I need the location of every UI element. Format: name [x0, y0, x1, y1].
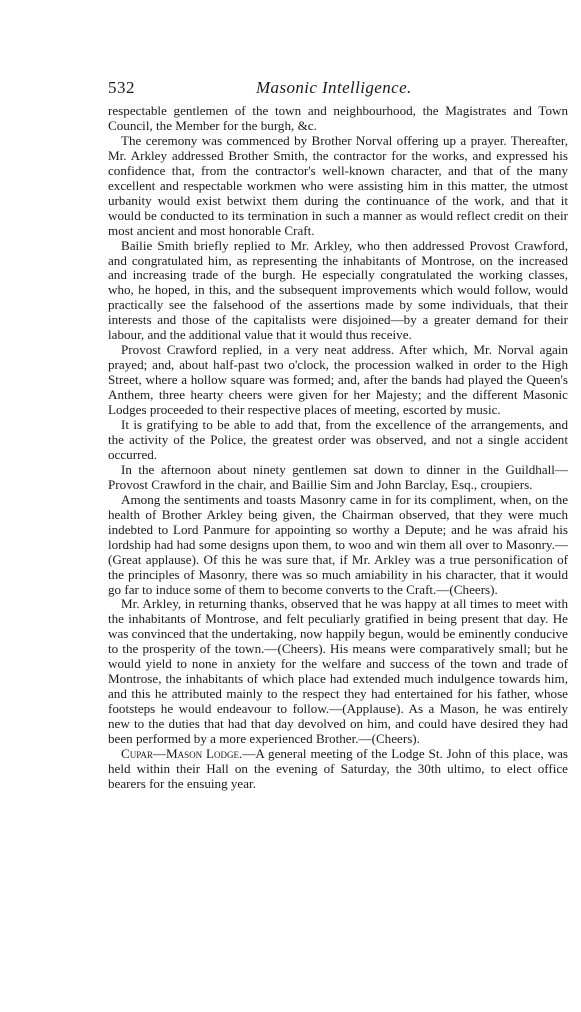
- article-body: [108, 104, 568, 792]
- paragraph-provost-reply: Provost Crawford replied, in a very neat address. After which, Mr. Norval again prayed; and, about half-past two o'clock, the procession walked in order to the High Street, where a hollow square was formed; and, after the bands had played the Queen's Anthem, three hearty cheers were given for her Majesty; and the different Masonic Lodges proceeded to their respective places of meeting, escorted by music.: [108, 342, 568, 418]
- paragraph-arkley-thanks: Mr. Arkley, in returning thanks, observed that he was happy at all times to meet with the inhabitants of Montrose, and felt peculiarly gratified in being present that day. He was convinced that the undertaking, now happily begun, would be eminently conducive to the prosperity of the town.—(Cheers). His means were comparatively small; but he would yield to none in anxiety for the welfare and success of the town and trade of Montrose, the inhabitants of which place had extended much indulgence towards him, and this he attributed mainly to the respect they had entertained for his father, whose footsteps he would endeavour to follow.—(Applause). As a Mason, he was entirely new to the duties that had that day devolved on him, and could have desired they had been performed by a more experienced Brother.—(Cheers).: [108, 596, 568, 747]
- running-head: [108, 78, 568, 104]
- paragraph-order: It is gratifying to be able to add that, from the excellence of the arrangements, and the activity of the Police, the greatest order was observed, and not a single accident occurred.: [108, 417, 568, 462]
- section-heading: Cupar—Mason Lodge.: [121, 745, 243, 761]
- paragraph-dinner: In the afternoon about ninety gentlemen sat down to dinner in the Guildhall—Provost Crawford in the chair, and Baillie Sim and John Barclay, Esq., croupiers.: [108, 461, 568, 492]
- page: [108, 78, 568, 792]
- paragraph-continuation: respectable gentlemen of the town and neighbourhood, the Magistrates and Town Council, the Member for the burgh, &c.: [108, 103, 568, 133]
- paragraph-bailie-smith: Bailie Smith briefly replied to Mr. Arkley, who then addressed Provost Crawford, and congratulated him, as representing the inhabitants of Montrose, on the increased and increasing trade of the burgh. He especially congratulated the working classes, who, he hoped, in this, and the subsequent improvements which would follow, would practically see the falsehood of the assertions made by some individuals, that their interests and those of the capitalists were disjoined—by a greater demand for their labour, and the additional value that it would thus receive.: [108, 237, 568, 343]
- section-text: —A general meeting of the Lodge St. John of this place, was held within their Hall on the evening of Saturday, the 30th ultimo, to elect office bearers for the ensuing year.: [108, 745, 568, 791]
- paragraph-ceremony: The ceremony was commenced by Brother Norval offering up a prayer. Thereafter, Mr. Arkley addressed Brother Smith, the contractor for the works, and expressed his confidence that, from the contractor's well-known character, and that of the many excellent and respectable workmen who were assisting him in this matter, the utmost urbanity would exist betwixt them during the continuance of the work, and that it would be conducted to its termination in such a manner as would reflect credit on their most ancient and most honorable Craft.: [108, 132, 568, 238]
- paragraph-toasts: Among the sentiments and toasts Masonry came in for its compliment, when, on the health of Brother Arkley being given, the Chairman observed, that they were much indebted to Lord Panmure for appointing so worthy a Depute; and he was afraid his lordship had had some designs upon them, to woo and win them all over to Masonry.—(Great applause). Of this he was sure that, if Mr. Arkley was a true personification of the principles of Masonry, there was so much amiability in his character, that it would go far to induce some of them to become converts to the Craft.—(Cheers).: [108, 491, 568, 597]
- running-title: Masonic Intelligence.: [256, 78, 412, 97]
- page-number: 532: [108, 78, 135, 97]
- paragraph-cupar: [108, 747, 568, 792]
